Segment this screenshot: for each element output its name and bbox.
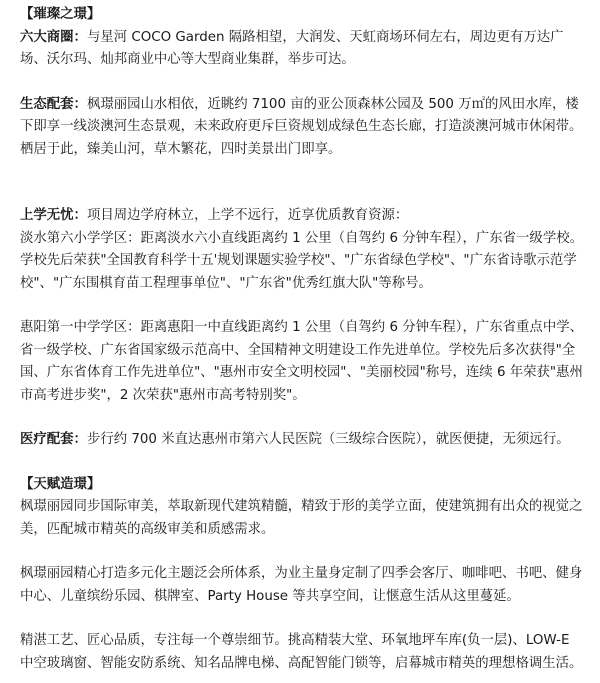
school-label: 上学无忧：: [20, 208, 87, 223]
tianfu-paragraph-3: 精湛工艺、匠心品质，专注每一个尊崇细节。挑高精装大堂、环氧地坪车库(负一层)、LOW-E 中空玻璃窗、智能安防系统、知名品牌电梯、高配智能门锁等，启幕城市精英的理想格调生活。: [20, 633, 583, 671]
ecology-text: 枫璟丽园山水相依，近眺约 7100 亩的亚公顶森林公园及 500 万㎡的风田水库，楼下即享一线淡澳河生态景观，未来政府更斥巨资规划成绿色生态长廊，打造淡澳河城市休闲带。栖居于此，臻美山河，草木繁花，四时美景出门即享。: [20, 96, 583, 157]
shopping-paragraph: [20, 27, 586, 72]
shopping-label: 六大商圈：: [20, 29, 87, 45]
section-heading-cuican: 【璀璨之璟】: [20, 7, 101, 22]
spacer: [20, 295, 586, 317]
spacer: [20, 161, 586, 205]
middle-school-paragraph: 惠阳第一中学学区：距离惠阳一中直线距离约 1 公里（自驾约 6 分钟车程），广东省重点中学、省一级学校、广东省国家级示范高中、全国精神文明建设工作先进单位。学校先后多次获得"全国、广东省体育工作先进单位"、"惠州市安全文明校园"、"美丽校园"称号，连续 6 年荣获"惠州市高考进步奖"，2 次荣获"惠州市高考特别奖"。: [20, 320, 583, 403]
tianfu-paragraph-2: 枫璟丽园精心打造多元化主题泛会所体系，为业主量身定制了四季会客厅、咖啡吧、书吧、健身中心、儿童缤纷乐园、棋牌室、Party House 等共享空间，让惬意生活从这里蔓延。: [20, 566, 583, 604]
ecology-paragraph: [20, 94, 586, 162]
spacer: [20, 452, 586, 474]
section-heading-tianfu: 【天赋造璟】: [20, 476, 101, 492]
spacer: [20, 541, 586, 563]
medical-text: 步行约 700 米直达惠州市第六人民医院（三级综合医院），就医便捷，无须远行。: [86, 432, 570, 447]
spacer: [20, 608, 586, 630]
medical-paragraph: [20, 429, 586, 452]
shopping-text: 与星河 COCO Garden 隔路相望，大润发、天虹商场环伺左右，周边更有万达广场、沃尔玛、灿邦商业中心等大型商业集群，举步可达。: [20, 29, 564, 67]
tianfu-paragraph-1: 枫璟丽园同步国际审美，萃取新现代建筑精髓，精致于形的美学立面，使建筑拥有出众的视觉之美，匹配城市精英的高级审美和质感需求。: [20, 499, 583, 537]
school-paragraph: [20, 205, 586, 228]
spacer: [20, 72, 586, 94]
school-text: 项目周边学府林立，上学不远行，近享优质教育资源：: [86, 208, 409, 223]
medical-label: 医疗配套：: [20, 432, 87, 447]
ecology-label: 生态配套：: [20, 96, 87, 112]
spacer: [20, 407, 586, 429]
primary-school-paragraph: 淡水第六小学学区：距离淡水六小直线距离约 1 公里（自驾约 6 分钟车程），广东省一级学校。学校先后荣获"全国教育科学十五'规划课题实验学校"、"广东省绿色学校"、"广东省诗歌示范学校"、"广东围棋育苗工程理事单位"、"广东省"优秀红旗大队"等称号。: [20, 230, 583, 291]
